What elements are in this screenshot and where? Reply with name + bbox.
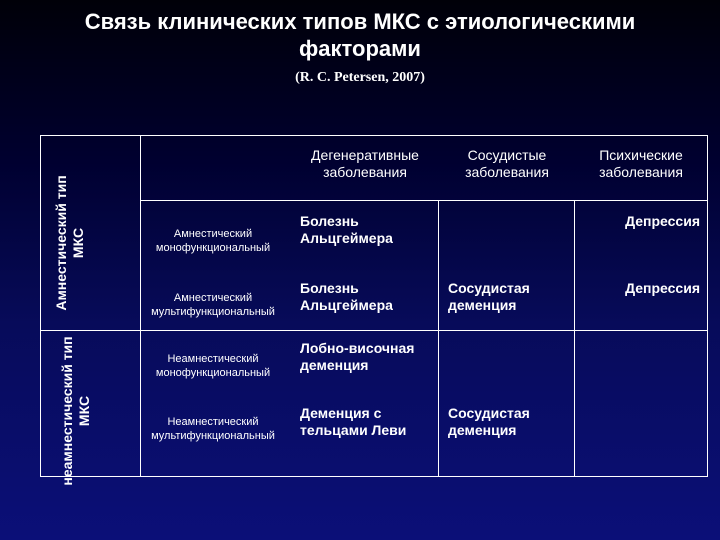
cell-amnestic-mono-degenerative: Болезнь Альцгеймера [300, 213, 393, 246]
slide-subtitle: (R. C. Petersen, 2007) [295, 70, 425, 85]
row-label-nonamnestic-multi: Неамнестический мультифункциональный [151, 416, 275, 442]
cell-amnestic-multi-degenerative: Болезнь Альцгеймера [300, 280, 393, 313]
column-header-psychiatric: Психические заболевания [599, 147, 683, 180]
grid-line [574, 200, 575, 476]
amnestic-side-label: Амнестический тип МКС [53, 175, 86, 311]
grid-line [438, 200, 439, 476]
grid-line [40, 330, 707, 331]
cell-nonamnestic-mono-degenerative: Лобно-височная деменция [300, 340, 415, 373]
row-label-amnestic-multi: Амнестический мультифункциональный [151, 292, 275, 318]
grid-line [140, 135, 141, 476]
column-header-vascular: Сосудистые заболевания [465, 147, 549, 180]
row-label-amnestic-mono: Амнестический монофункциональный [155, 228, 271, 254]
cell-amnestic-multi-psychiatric: Депрессия [625, 280, 700, 296]
cell-amnestic-multi-vascular: Сосудистая деменция [448, 280, 530, 313]
cell-nonamnestic-multi-vascular: Сосудистая деменция [448, 405, 530, 438]
cell-nonamnestic-multi-degenerative: Деменция с тельцами Леви [300, 405, 407, 438]
slide-title: Связь клинических типов МКС с этиологическими факторами [84, 9, 636, 61]
column-header-degenerative: Дегенеративные заболевания [311, 147, 419, 180]
grid-line [140, 200, 707, 201]
row-label-nonamnestic-mono: Неамнестический монофункциональный [155, 353, 271, 379]
non-amnestic-side-label: неамнестический тип МКС [59, 336, 92, 486]
cell-amnestic-mono-psychiatric: Депрессия [625, 213, 700, 229]
